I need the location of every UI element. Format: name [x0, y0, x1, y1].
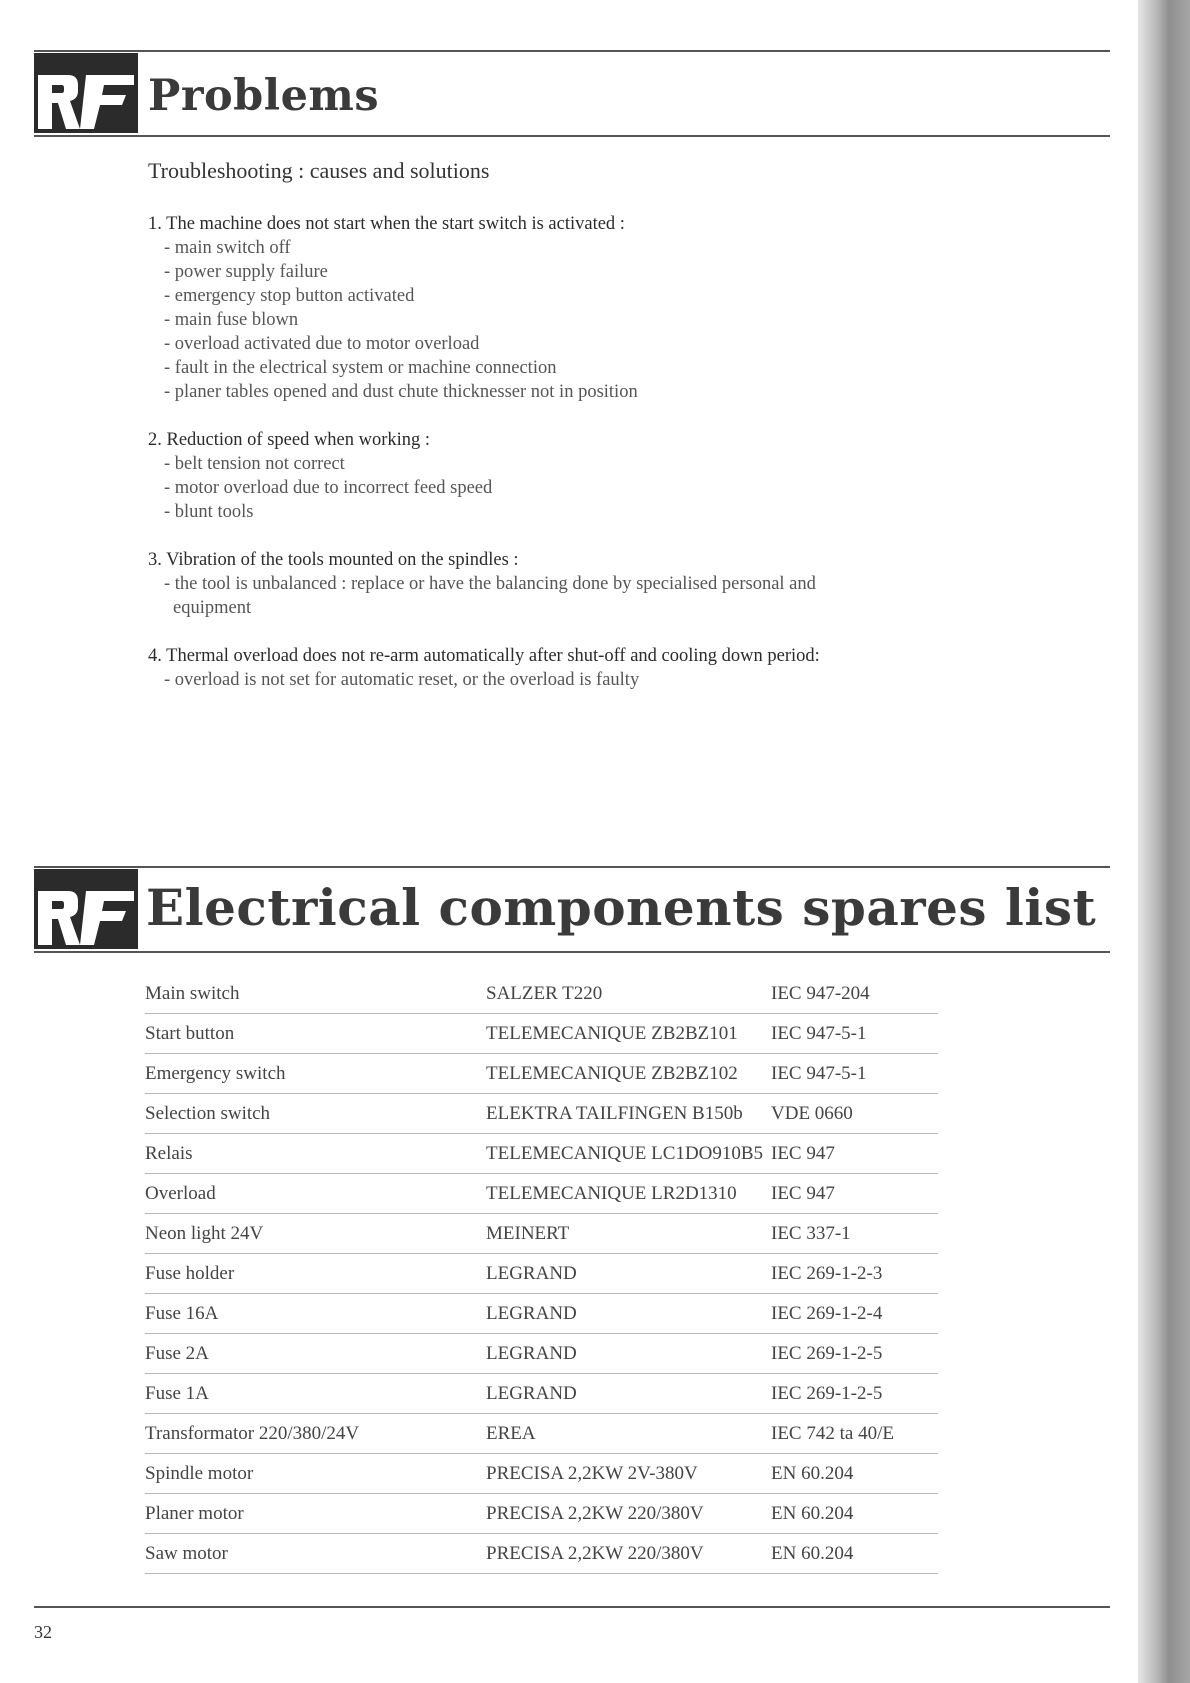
- cause-item: - main fuse blown: [164, 310, 299, 330]
- manufacturer-model-cell: PRECISA 2,2KW 220/380V: [486, 1494, 771, 1534]
- manufacturer-model-cell: SALZER T220: [486, 974, 771, 1014]
- spares-table-row: [145, 1054, 938, 1094]
- problems-list: [148, 212, 988, 716]
- troubleshooting-subtitle: Troubleshooting : causes and solutions: [148, 158, 490, 183]
- problem-title: 2. Reduction of speed when working :: [148, 430, 431, 450]
- component-name-cell: Fuse 2A: [145, 1334, 486, 1374]
- component-name-cell: Saw motor: [145, 1534, 486, 1574]
- problem-item: [148, 212, 988, 404]
- manufacturer-model-cell: TELEMECANIQUE LR2D1310: [486, 1174, 771, 1214]
- cause-item: - planer tables opened and dust chute thicknesser not in position: [164, 382, 638, 402]
- rf-logo-mark: [34, 869, 138, 949]
- component-name-cell: Spindle motor: [145, 1454, 486, 1494]
- standard-cell: EN 60.204: [771, 1494, 938, 1534]
- component-name-cell: Planer motor: [145, 1494, 486, 1534]
- component-name-cell: Selection switch: [145, 1094, 486, 1134]
- problems-heading: Problems: [148, 71, 380, 121]
- spares-table: [145, 974, 938, 1574]
- spares-table-row: [145, 1334, 938, 1374]
- standard-cell: IEC 269-1-2-3: [771, 1254, 938, 1294]
- manufacturer-model-cell: TELEMECANIQUE LC1DO910B5: [486, 1134, 771, 1174]
- component-name-cell: Fuse holder: [145, 1254, 486, 1294]
- component-name-cell: Transformator 220/380/24V: [145, 1414, 486, 1454]
- spares-table-row: [145, 974, 938, 1014]
- component-name-cell: Emergency switch: [145, 1054, 486, 1094]
- manufacturer-model-cell: LEGRAND: [486, 1294, 771, 1334]
- component-name-cell: Fuse 16A: [145, 1294, 486, 1334]
- spares-table-row: [145, 1494, 938, 1534]
- standard-cell: IEC 947-204: [771, 974, 938, 1014]
- problem-causes: [148, 236, 988, 404]
- page-number: 32: [34, 1622, 52, 1642]
- component-name-cell: Fuse 1A: [145, 1374, 486, 1414]
- spares-table-row: [145, 1294, 938, 1334]
- cause-item: - blunt tools: [164, 502, 254, 522]
- standard-cell: IEC 269-1-2-4: [771, 1294, 938, 1334]
- manufacturer-model-cell: ELEKTRA TAILFINGEN B150b: [486, 1094, 771, 1134]
- problem-title: 3. Vibration of the tools mounted on the spindles :: [148, 550, 519, 570]
- problem-title: 4. Thermal overload does not re-arm automatically after shut-off and cooling down period:: [148, 646, 820, 666]
- spares-table-body: [145, 974, 938, 1574]
- manufacturer-model-cell: LEGRAND: [486, 1254, 771, 1294]
- spares-table-row: [145, 1134, 938, 1174]
- manufacturer-model-cell: PRECISA 2,2KW 220/380V: [486, 1534, 771, 1574]
- standard-cell: IEC 337-1: [771, 1214, 938, 1254]
- spares-table-row: [145, 1454, 938, 1494]
- spares-table-row: [145, 1374, 938, 1414]
- footer-rule: [34, 1606, 1110, 1608]
- rf-logo: [34, 869, 138, 949]
- standard-cell: EN 60.204: [771, 1454, 938, 1494]
- standard-cell: IEC 947: [771, 1174, 938, 1214]
- problem-title: 1. The machine does not start when the start switch is activated :: [148, 214, 625, 234]
- cause-item: - the tool is unbalanced : replace or have the balancing done by specialised personal and equipment: [164, 574, 816, 618]
- standard-cell: IEC 947-5-1: [771, 1054, 938, 1094]
- cause-item: - overload is not set for automatic reset, or the overload is faulty: [164, 670, 640, 690]
- spares-bottom-rule: [34, 951, 1110, 953]
- component-name-cell: Relais: [145, 1134, 486, 1174]
- page-binding-edge: [1138, 0, 1190, 1683]
- problem-item: [148, 548, 988, 620]
- spares-table-row: [145, 1014, 938, 1054]
- component-name-cell: Main switch: [145, 974, 486, 1014]
- cause-item: - fault in the electrical system or machine connection: [164, 358, 557, 378]
- standard-cell: IEC 742 ta 40/E: [771, 1414, 938, 1454]
- spares-table-row: [145, 1214, 938, 1254]
- cause-item: - motor overload due to incorrect feed speed: [164, 478, 493, 498]
- manufacturer-model-cell: EREA: [486, 1414, 771, 1454]
- spares-table-row: [145, 1414, 938, 1454]
- cause-item: - power supply failure: [164, 262, 328, 282]
- standard-cell: IEC 269-1-2-5: [771, 1334, 938, 1374]
- component-name-cell: Start button: [145, 1014, 486, 1054]
- cause-item: - belt tension not correct: [164, 454, 345, 474]
- manufacturer-model-cell: MEINERT: [486, 1214, 771, 1254]
- standard-cell: IEC 947: [771, 1134, 938, 1174]
- problems-bottom-rule: [34, 135, 1110, 137]
- manufacturer-model-cell: TELEMECANIQUE ZB2BZ102: [486, 1054, 771, 1094]
- spares-heading: Electrical components spares list: [146, 878, 1097, 937]
- standard-cell: IEC 269-1-2-5: [771, 1374, 938, 1414]
- problem-causes: [148, 572, 988, 620]
- cause-item: - emergency stop button activated: [164, 286, 415, 306]
- spares-table-row: [145, 1534, 938, 1574]
- cause-item: - overload activated due to motor overload: [164, 334, 480, 354]
- standard-cell: VDE 0660: [771, 1094, 938, 1134]
- problem-item: [148, 644, 988, 692]
- spares-table-row: [145, 1094, 938, 1134]
- problem-causes: [148, 668, 988, 692]
- rf-logo: [34, 53, 138, 133]
- spares-table-row: [145, 1254, 938, 1294]
- spares-top-rule: [34, 866, 1110, 868]
- component-name-cell: Neon light 24V: [145, 1214, 486, 1254]
- spares-table-row: [145, 1174, 938, 1214]
- problems-top-rule: [34, 50, 1110, 52]
- manufacturer-model-cell: TELEMECANIQUE ZB2BZ101: [486, 1014, 771, 1054]
- standard-cell: EN 60.204: [771, 1534, 938, 1574]
- manufacturer-model-cell: LEGRAND: [486, 1334, 771, 1374]
- problem-causes: [148, 452, 988, 524]
- component-name-cell: Overload: [145, 1174, 486, 1214]
- cause-item: - main switch off: [164, 238, 291, 258]
- problem-item: [148, 428, 988, 524]
- manufacturer-model-cell: PRECISA 2,2KW 2V-380V: [486, 1454, 771, 1494]
- manufacturer-model-cell: LEGRAND: [486, 1374, 771, 1414]
- rf-logo-mark: [34, 53, 138, 133]
- standard-cell: IEC 947-5-1: [771, 1014, 938, 1054]
